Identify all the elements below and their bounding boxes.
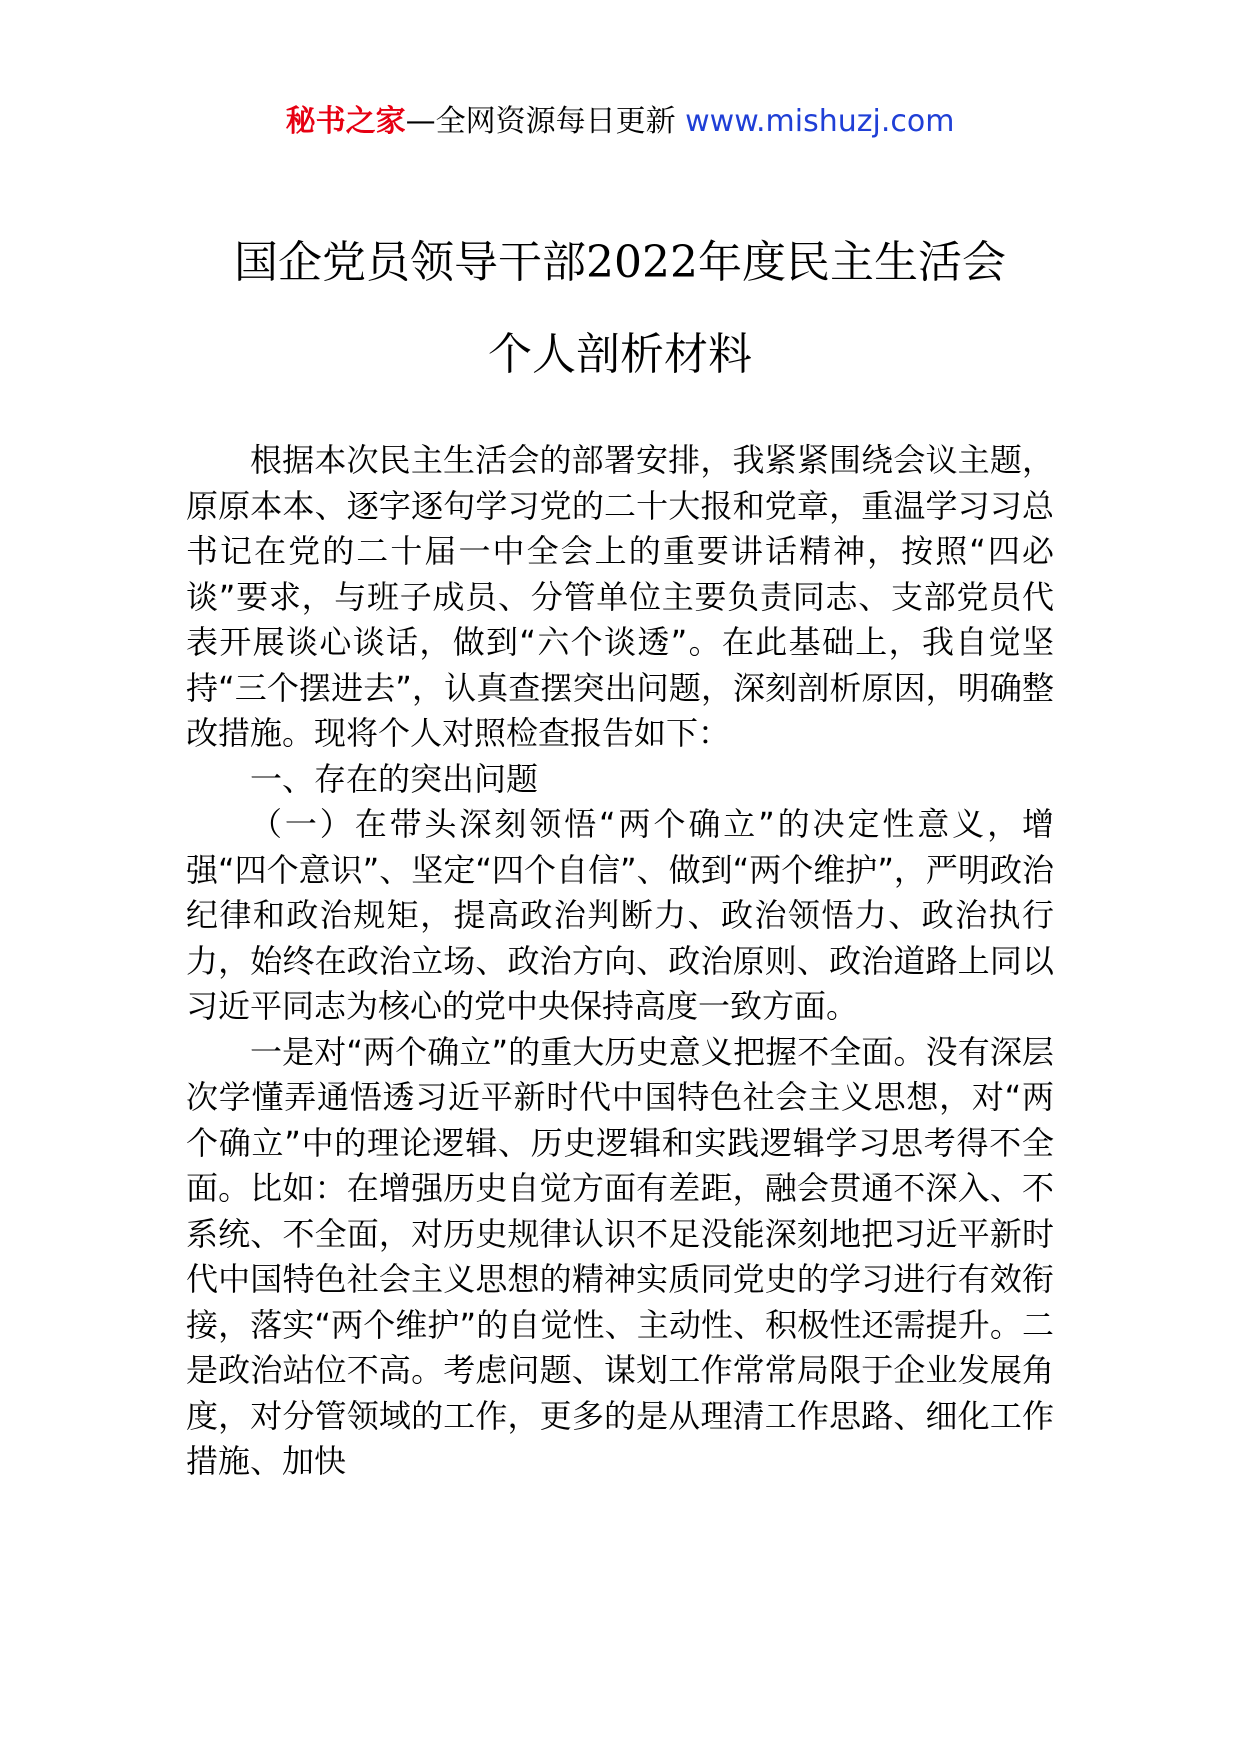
site-brand: 秘书之家 [285,104,406,139]
document-title-line-2: 个人剖析材料 [488,329,752,380]
paragraph-subsection-1: （一）在带头深刻领悟“两个确立”的决定性意义，增强“四个意识”、坚定“四个自信”、做到“两个维护”，严明政治纪律和政治规矩，提高政治判断力、政治领悟力、政治执行力，始终在政治立场、政治方向、政治原则、政治道路上同以习近平同志为核心的党中央保持高度一致方面。 [186,805,1054,1025]
section-heading-1: 一、存在的突出问题 [250,759,539,798]
site-header [0,100,1240,144]
paragraph-intro: 根据本次民主生活会的部署安排，我紧紧围绕会议主题，原原本本、逐字逐句学习党的二十大报和党章，重温学习习总书记在党的二十届一中全会上的重要讲话精神，按照“四必谈”要求，与班子成员、分管单位主要负责同志、支部党员代表开展谈心谈话，做到“六个谈透”。在此基础上，我自觉坚持“三个摆进去”，认真查摆突出问题，深刻剖析原因，明确整改措施。现将个人对照检查报告如下： [186,441,1054,752]
title-year: 2022 [586,237,698,288]
site-url[interactable]: www.mishuzj.com [685,104,955,139]
title-suffix: 年度民主生活会 [697,237,1006,288]
document-title-line-1 [0,233,1240,293]
title-prefix: 国企党员领导干部 [234,237,586,288]
site-slogan: —全网资源每日更新 [405,104,686,139]
document-body [186,438,1054,1485]
paragraph-issues: 一是对“两个确立”的重大历史意义把握不全面。没有深层次学懂弄通悟透习近平新时代中国特色社会主义思想，对“两个确立”中的理论逻辑、历史逻辑和实践逻辑学习思考得不全面。比如：在增强历史自觉方面有差距，融会贯通不深入、不系统、不全面，对历史规律认识不足没能深刻地把习近平新时代中国特色社会主义思想的精神实质同党史的学习进行有效衔接，落实“两个维护”的自觉性、主动性、积极性还需提升。二是政治站位不高。考虑问题、谋划工作常常局限于企业发展角度，对分管领域的工作，更多的是从理清工作思路、细化工作措施、加快 [186,1032,1054,1480]
